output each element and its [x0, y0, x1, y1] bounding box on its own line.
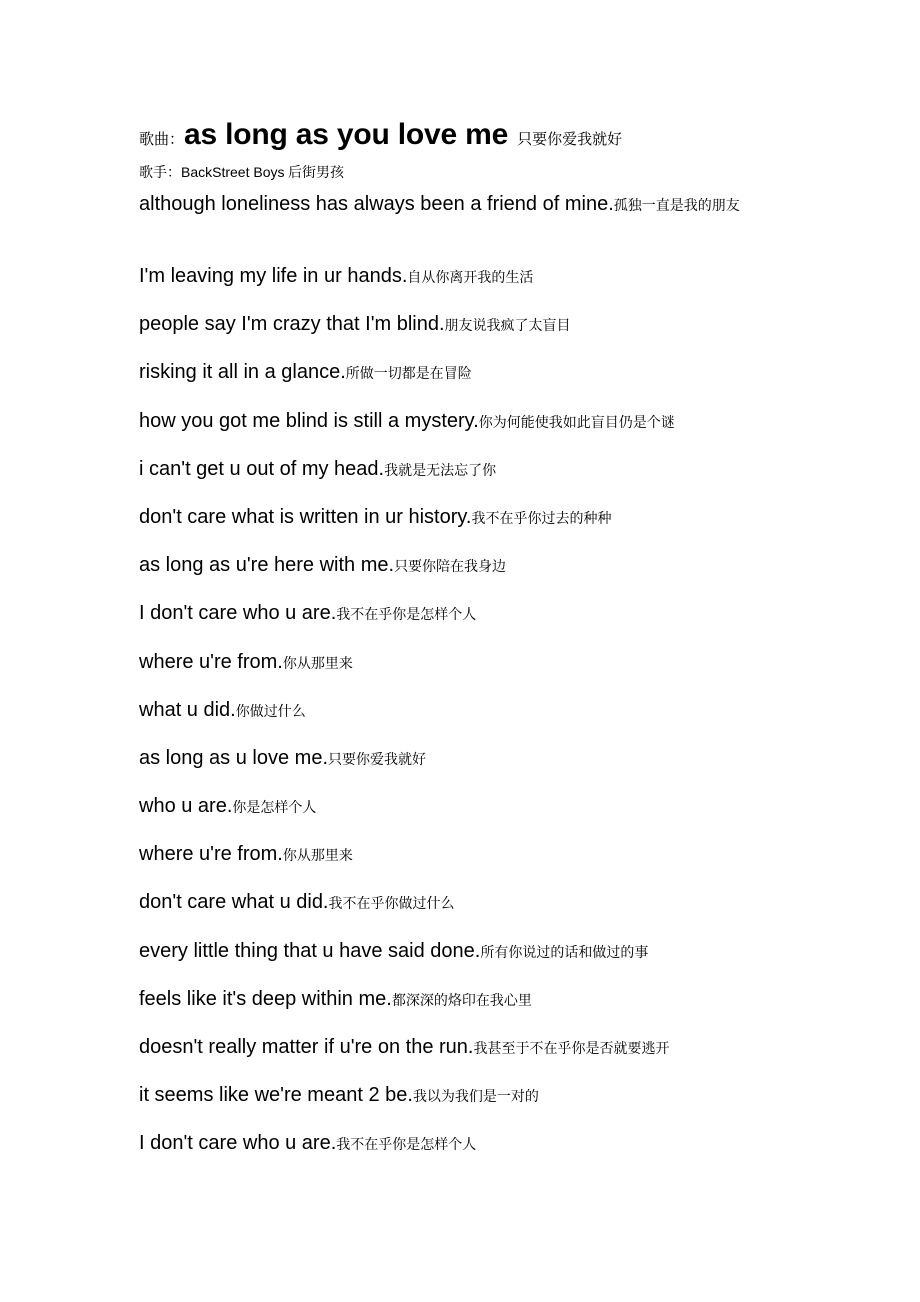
lyric-line — [139, 1032, 789, 1080]
lyric-en: doesn't really matter if u're on the run. — [139, 1036, 474, 1058]
lyric-line — [139, 189, 789, 261]
song-title-line — [139, 118, 789, 156]
lyric-en: risking it all in a glance. — [139, 361, 346, 384]
lyric-line — [139, 454, 789, 502]
lyric-en: it seems like we're meant 2 be. — [139, 1084, 413, 1107]
song-label: 歌曲： — [139, 130, 185, 148]
lyric-en: I don't care who u are. — [139, 602, 337, 625]
lyric-en: who u are. — [139, 795, 233, 818]
lyric-zh: 都深深的烙印在我心里 — [391, 992, 532, 1009]
lyric-zh: 你是怎样个人 — [232, 800, 317, 817]
lyric-en: feels like it's deep within me. — [139, 987, 392, 1010]
lyric-line — [139, 598, 789, 646]
lyric-en: as long as u're here with me. — [139, 554, 395, 577]
lyric-line — [139, 309, 789, 357]
lyric-zh: 你为何能使我如此盲目仍是个谜 — [478, 414, 675, 431]
lyric-zh: 孤独一直是我的朋友 — [613, 198, 740, 214]
lyric-zh: 我就是无法忘了你 — [384, 462, 497, 479]
lyrics-list — [139, 189, 789, 1177]
lyric-zh: 自从你离开我的生活 — [407, 270, 534, 286]
lyric-zh: 我以为我们是一对的 — [412, 1089, 539, 1106]
lyric-line — [139, 1080, 789, 1128]
lyric-en: how you got me blind is still a mystery. — [139, 409, 479, 432]
lyric-en: I'm leaving my life in ur hands. — [139, 265, 408, 287]
lyric-line — [139, 695, 789, 743]
lyric-en: although loneliness has always been a friend of mine. — [139, 193, 614, 215]
song-title: as long as you love me — [184, 118, 509, 151]
lyric-en: don't care what is written in ur history. — [139, 505, 472, 528]
lyric-zh: 只要你陪在我身边 — [394, 559, 507, 576]
singer-label: 歌手： — [139, 165, 181, 181]
lyric-en: people say I'm crazy that I'm blind. — [139, 313, 445, 336]
lyric-zh: 我不在乎你是怎样个人 — [336, 1137, 477, 1154]
lyric-line — [139, 261, 789, 309]
lyric-zh: 你做过什么 — [235, 703, 306, 720]
lyric-line — [139, 357, 789, 405]
lyric-en: what u did. — [139, 698, 236, 721]
lyric-en: don't care what u did. — [139, 891, 329, 914]
song-title-zh: 只要你爱我就好 — [517, 130, 623, 148]
lyric-zh: 你从那里来 — [282, 655, 353, 672]
singer-name-zh: 后街男孩 — [288, 165, 344, 181]
lyric-line — [139, 1128, 789, 1176]
lyric-zh: 我不在乎你做过什么 — [328, 896, 455, 913]
lyric-line — [139, 839, 789, 887]
lyric-zh: 所有你说过的话和做过的事 — [480, 944, 649, 961]
lyric-en: every little thing that u have said done. — [139, 939, 481, 962]
lyric-line — [139, 647, 789, 695]
singer-name: BackStreet Boys — [181, 164, 285, 180]
lyric-line — [139, 743, 789, 791]
lyrics-document — [139, 118, 789, 1177]
lyric-line — [139, 406, 789, 454]
lyric-zh: 我甚至于不在乎你是否就要逃开 — [473, 1041, 670, 1057]
lyric-en: I don't care who u are. — [139, 1132, 337, 1155]
lyric-en: i can't get u out of my head. — [139, 457, 385, 480]
lyric-zh: 你从那里来 — [282, 848, 353, 865]
lyric-line — [139, 550, 789, 598]
lyric-line — [139, 887, 789, 935]
lyric-en: where u're from. — [139, 650, 283, 673]
lyric-line — [139, 936, 789, 984]
lyric-zh: 我不在乎你过去的种种 — [471, 510, 612, 527]
lyric-zh: 所做一切都是在冒险 — [345, 366, 472, 383]
lyric-zh: 只要你爱我就好 — [328, 751, 426, 768]
lyric-en: as long as u love me. — [139, 746, 328, 769]
singer-line — [139, 156, 789, 189]
lyric-line — [139, 984, 789, 1032]
lyric-line — [139, 791, 789, 839]
lyric-zh: 朋友说我疯了太盲目 — [444, 318, 571, 335]
lyric-en: where u're from. — [139, 843, 283, 866]
lyric-zh: 我不在乎你是怎样个人 — [336, 607, 477, 624]
lyric-line — [139, 502, 789, 550]
